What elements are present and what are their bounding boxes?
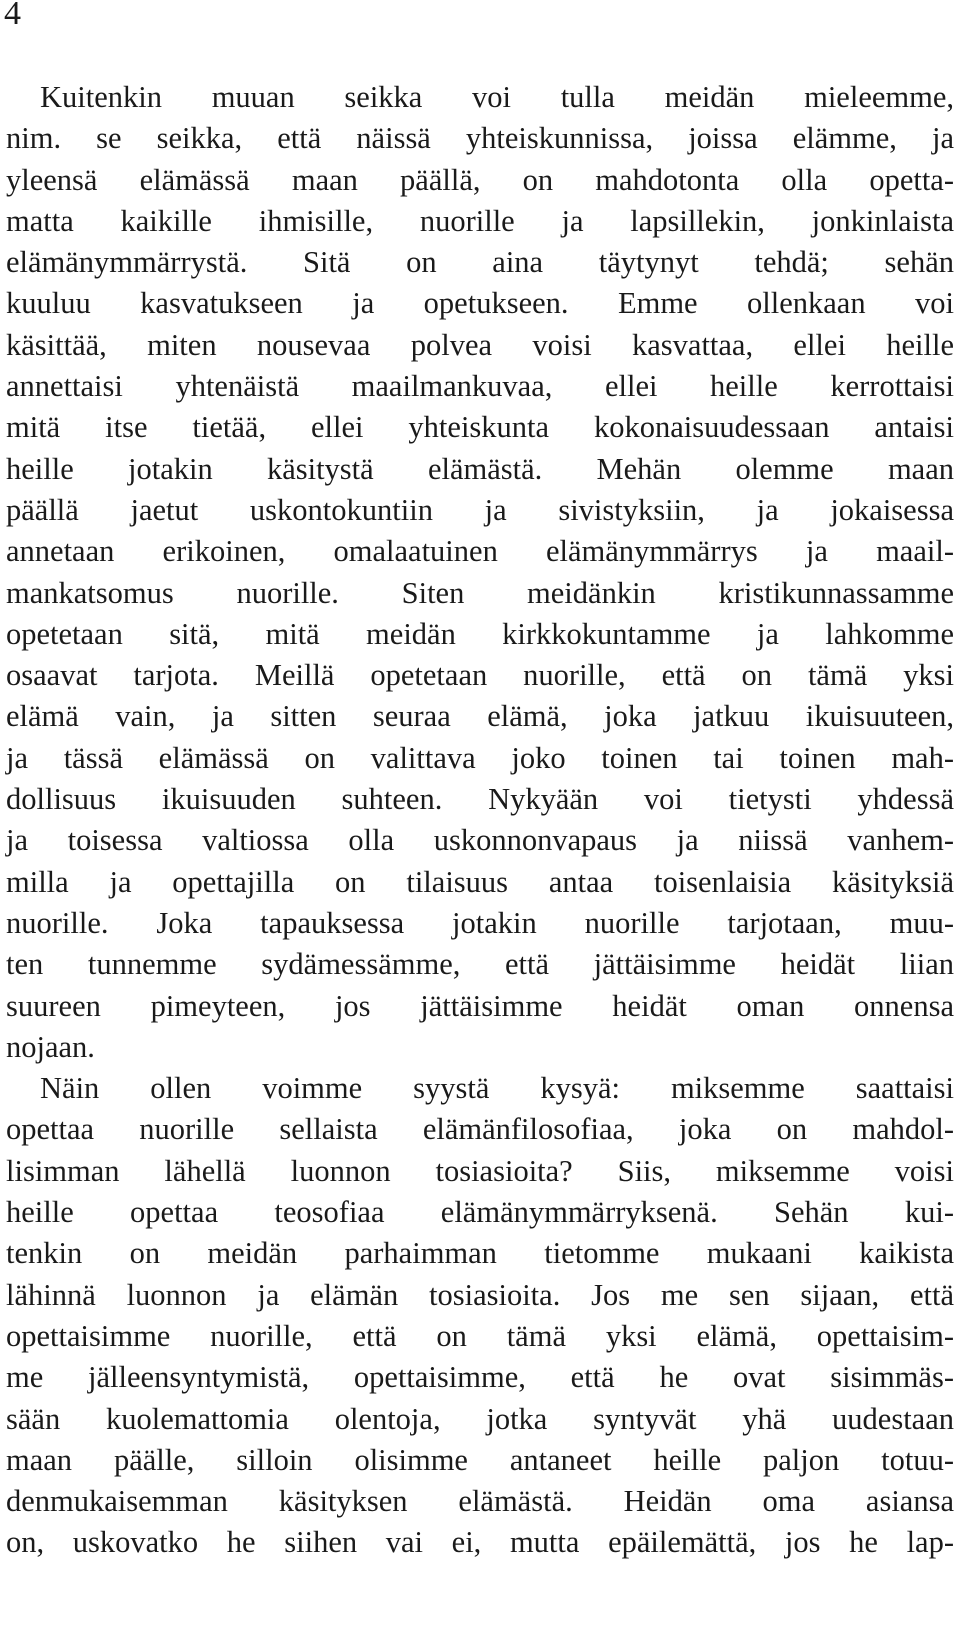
text-line: on, uskovatko he siihen vai ei, mutta epäilemättä, jos he lap-: [6, 1525, 954, 1560]
body-text: [6, 77, 954, 1564]
text-line: dollisuus ikuisuuden suhteen. Nykyään voi tietysti yhdessä: [6, 782, 954, 817]
text-line: Näin ollen voimme syystä kysyä: miksemme saattaisi: [40, 1071, 954, 1106]
text-line: denmukaisemman käsityksen elämästä. Heidän oma asiansa: [6, 1484, 954, 1519]
text-line: opetetaan sitä, mitä meidän kirkkokuntamme ja lahkomme: [6, 616, 954, 651]
text-line: nojaan.: [6, 1029, 95, 1064]
text-line: heille opettaa teosofiaa elämänymmärryksenä. Sehän kui-: [6, 1195, 954, 1230]
text-line: nim. se seikka, että näissä yhteiskunnissa, joissa elämme, ja: [6, 121, 954, 156]
text-line: kuuluu kasvatukseen ja opetukseen. Emme ollenkaan voi: [6, 286, 954, 321]
text-line: suureen pimeyteen, jos jättäisimme heidät oman onnensa: [6, 988, 954, 1023]
text-line: opettaisimme nuorille, että on tämä yksi elämä, opettaisim-: [6, 1318, 954, 1353]
text-line: milla ja opettajilla on tilaisuus antaa toisenlaisia käsityksiä: [6, 864, 954, 899]
text-line: päällä jaetut uskontokuntiin ja sivistyksiin, ja jokaisessa: [6, 492, 954, 527]
text-line: käsittää, miten nousevaa polvea voisi kasvattaa, ellei heille: [6, 327, 954, 362]
text-line: matta kaikille ihmisille, nuorille ja lapsillekin, jonkinlaista: [6, 203, 954, 238]
page-number: 4: [4, 0, 21, 32]
text-line: maan päälle, silloin olisimme antaneet heille paljon totuu-: [6, 1442, 954, 1477]
text-line: elämänymmärrystä. Sitä on aina täytynyt tehdä; sehän: [6, 245, 954, 280]
text-line: yleensä elämässä maan päällä, on mahdotonta olla opetta-: [6, 162, 954, 197]
text-line: lähinnä luonnon ja elämän tosiasioita. Jos me sen sijaan, että: [6, 1277, 954, 1312]
text-line: sään kuolemattomia olentoja, jotka syntyvät yhä uudestaan: [6, 1401, 954, 1436]
text-line: Kuitenkin muuan seikka voi tulla meidän mieleemme,: [40, 80, 954, 114]
paragraph-2: [6, 1068, 954, 1564]
text-line: tenkin on meidän parhaimman tietomme mukaani kaikista: [6, 1236, 954, 1271]
text-line: heille jotakin käsitystä elämästä. Mehän olemme maan: [6, 451, 954, 486]
text-line: elämä vain, ja sitten seuraa elämä, joka jatkuu ikuisuuteen,: [6, 699, 954, 734]
text-line: lisimman lähellä luonnon tosiasioita? Siis, miksemme voisi: [6, 1153, 954, 1188]
text-line: mitä itse tietää, ellei yhteiskunta kokonaisuudessaan antaisi: [6, 410, 954, 445]
paragraph-1: [6, 77, 954, 1068]
text-line: nuorille. Joka tapauksessa jotakin nuorille tarjotaan, muu-: [6, 905, 954, 940]
text-line: opettaa nuorille sellaista elämänfilosofiaa, joka on mahdol-: [6, 1112, 954, 1147]
text-line: osaavat tarjota. Meillä opetetaan nuorille, että on tämä yksi: [6, 658, 954, 693]
text-line: ja tässä elämässä on valittava joko toinen tai toinen mah-: [6, 740, 954, 775]
text-line: ja toisessa valtiossa olla uskonnonvapaus ja niissä vanhem-: [6, 823, 954, 858]
text-line: annetaan erikoinen, omalaatuinen elämänymmärrys ja maail-: [6, 534, 954, 569]
text-line: ten tunnemme sydämessämme, että jättäisimme heidät liian: [6, 947, 954, 982]
text-line: mankatsomus nuorille. Siten meidänkin kristikunnassamme: [6, 575, 954, 610]
text-line: me jälleensyntymistä, opettaisimme, että he ovat sisimmäs-: [6, 1360, 954, 1395]
text-line: annettaisi yhtenäistä maailmankuvaa, ellei heille kerrottaisi: [6, 369, 954, 404]
